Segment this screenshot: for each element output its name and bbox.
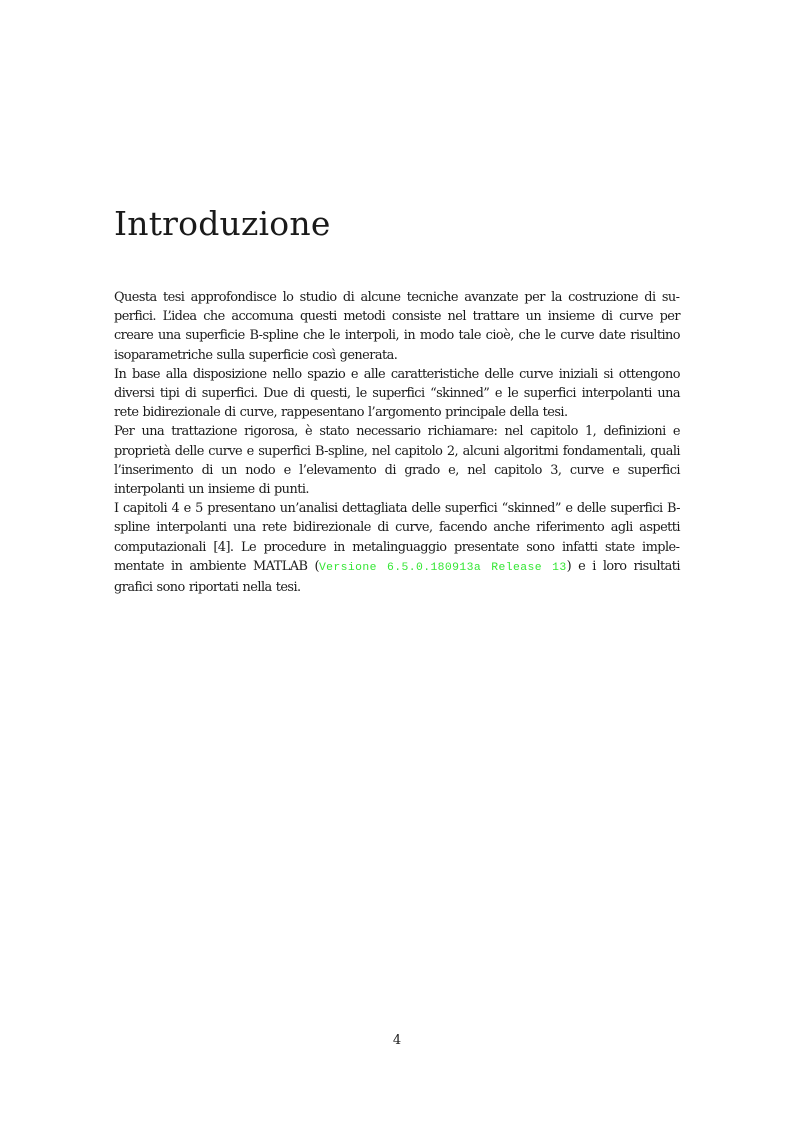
paragraph-2: In base alla disposizione nello spazio e alle caratteristiche delle curve iniziali si ottengono diversi tipi di superfici. Due di questi, le superfici “skinned” e le superfici interpolanti una rete bidirezionale di curve, rappesentano l’argomento principale della tesi. [114,366,680,421]
body-text [114,288,680,597]
matlab-version-code: Versione 6.5.0.180913a Release 13 [318,561,567,574]
paragraph-4 [114,499,680,597]
page-number: 4 [392,1033,402,1048]
chapter-title: Introduzione [114,204,331,243]
paragraph-4-text-before: I capitoli 4 e 5 presentano un’analisi dettagliata delle superfici “skinned” e delle superfici B-spline interpolanti una rete bidirezionale di curve, facendo anche riferimento agli aspetti computazionali [4]. Le procedure in metalinguaggio presentate sono infatti state implementate in ambiente MATLAB ( [114,501,680,574]
paragraph-3: Per una trattazione rigorosa, è stato necessario richiamare: nel capitolo 1, definizioni e proprietà delle curve e superfici B-spline, nel capitolo 2, alcuni algoritmi fondamentali, quali l’inserimento di un nodo e l’elevamento di grado e, nel capitolo 3, curve e superfici interpolanti un insieme di punti. [114,424,680,498]
paragraph-1: Questa tesi approfondisce lo studio di alcune tecniche avanzate per la costruzione di superfici. L’idea che accomuna questi metodi consiste nel trattare un insieme di curve per creare una superficie B-spline che le interpoli, in modo tale cioè, che le curve date risultino isoparametriche sulla superficie così generata. [114,290,680,363]
paragraph-4-text-after: ) e i loro risultati grafici sono riportati nella tesi. [114,558,680,596]
